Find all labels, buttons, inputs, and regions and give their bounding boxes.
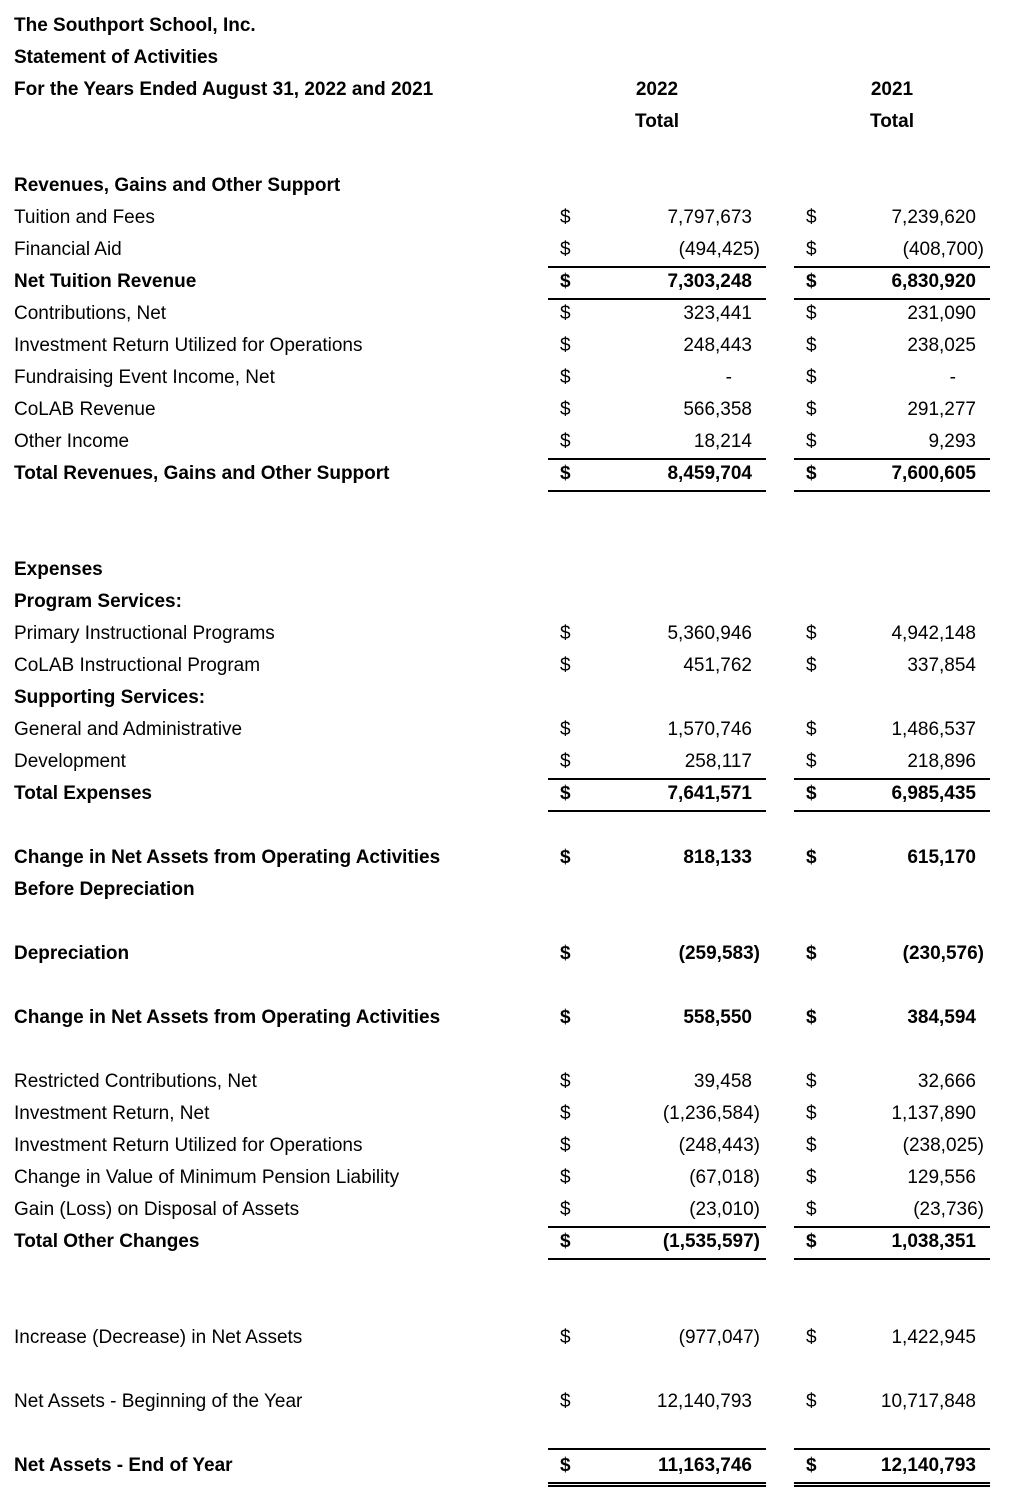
value-cell-2022 [548, 938, 766, 970]
row-label: Supporting Services: [14, 687, 206, 708]
currency-symbol: $ [560, 783, 571, 804]
value-cell-2022 [548, 1322, 766, 1354]
table-row [0, 362, 1012, 394]
value-cell-2022 [548, 714, 766, 746]
currency-symbol: $ [560, 335, 571, 356]
amount-2021: 337,854 [907, 655, 976, 676]
table-row [0, 170, 1012, 202]
currency-symbol: $ [806, 1103, 817, 1124]
table-row [0, 778, 1012, 810]
value-cell-2021 [794, 426, 990, 460]
value-cell-2022 [548, 1002, 766, 1034]
table-row [0, 746, 1012, 778]
value-cell-2022 [548, 778, 766, 812]
amount-2021: 9,293 [928, 431, 976, 452]
value-cell-2021 [794, 618, 990, 650]
currency-symbol: $ [560, 623, 571, 644]
header-line-org [0, 10, 1012, 42]
amount-2021: 218,896 [907, 751, 976, 772]
amount-2021: 7,600,605 [891, 463, 976, 484]
row-label: Depreciation [14, 943, 130, 964]
amount-2022: (23,010) [689, 1199, 760, 1220]
row-label: Total Expenses [14, 783, 152, 804]
currency-symbol: $ [806, 1167, 817, 1188]
amount-2021: (408,700) [902, 239, 984, 260]
value-cell-2021 [794, 1098, 990, 1130]
row-label: Net Assets - Beginning of the Year [14, 1391, 303, 1412]
currency-symbol: $ [806, 399, 817, 420]
amount-2021: 129,556 [907, 1167, 976, 1188]
value-cell-2021 [794, 458, 990, 492]
row-label: Primary Instructional Programs [14, 623, 275, 644]
currency-symbol: $ [560, 1103, 571, 1124]
amount-2022: 39,458 [693, 1071, 752, 1092]
statement-title: Statement of Activities [14, 47, 219, 68]
table-row [0, 1162, 1012, 1194]
currency-symbol: $ [806, 207, 817, 228]
amount-2022: 7,303,248 [667, 271, 752, 292]
amount-2021: 384,594 [907, 1007, 976, 1028]
value-cell-2022 [548, 1386, 766, 1418]
amount-2021: 10,717,848 [880, 1391, 976, 1412]
amount-2022: 323,441 [683, 303, 752, 324]
amount-2021: 7,239,620 [891, 207, 976, 228]
value-cell-2021 [794, 234, 990, 268]
currency-symbol: $ [560, 1231, 571, 1252]
value-cell-2022 [548, 650, 766, 682]
currency-symbol: $ [806, 1455, 817, 1476]
value-cell-2022 [548, 330, 766, 362]
table-row [0, 298, 1012, 330]
table-row [0, 842, 1012, 874]
currency-symbol: $ [560, 1391, 571, 1412]
amount-2022: (67,018) [689, 1167, 760, 1188]
value-cell-2021 [794, 1386, 990, 1418]
value-cell-2021 [794, 1066, 990, 1098]
value-cell-2021 [794, 1448, 990, 1487]
table-row [0, 234, 1012, 266]
amount-2022: 566,358 [683, 399, 752, 420]
row-label: Development [14, 751, 126, 772]
currency-symbol: $ [560, 463, 571, 484]
amount-2021: (23,736) [913, 1199, 984, 1220]
amount-2022: (977,047) [678, 1327, 760, 1348]
table-row [0, 1386, 1012, 1418]
currency-symbol: $ [560, 1199, 571, 1220]
value-cell-2022 [548, 426, 766, 460]
value-cell-2021 [794, 778, 990, 812]
currency-symbol: $ [806, 1231, 817, 1252]
amount-2021: 32,666 [917, 1071, 976, 1092]
currency-symbol: $ [560, 271, 571, 292]
row-label: Contributions, Net [14, 303, 167, 324]
value-cell-2022 [548, 618, 766, 650]
amount-2021: 1,486,537 [891, 719, 976, 740]
amount-2022: (248,443) [678, 1135, 760, 1156]
currency-symbol: $ [806, 943, 817, 964]
amount-2021: (230,576) [902, 943, 984, 964]
currency-symbol: $ [806, 1327, 817, 1348]
currency-symbol: $ [806, 335, 817, 356]
amount-2021: (238,025) [902, 1135, 984, 1156]
value-cell-2021 [794, 394, 990, 426]
row-label: Net Assets - End of Year [14, 1455, 233, 1476]
header-line-statement [0, 42, 1012, 74]
table-row [0, 330, 1012, 362]
currency-symbol: $ [560, 1007, 571, 1028]
amount-2021: 1,038,351 [891, 1231, 976, 1252]
amount-2022: 5,360,946 [667, 623, 752, 644]
col-2021-sub: Total [870, 111, 914, 132]
currency-symbol: $ [806, 1071, 817, 1092]
currency-symbol: $ [560, 1135, 571, 1156]
table-row [0, 1194, 1012, 1226]
amount-2022: 12,140,793 [656, 1391, 752, 1412]
amount-2022: 258,117 [684, 751, 752, 772]
row-label: Gain (Loss) on Disposal of Assets [14, 1199, 300, 1220]
value-cell-2021 [794, 1194, 990, 1228]
table-row [0, 1066, 1012, 1098]
currency-symbol: $ [806, 1135, 817, 1156]
value-cell-2022 [548, 394, 766, 426]
value-cell-2021 [794, 266, 990, 300]
amount-2021: 4,942,148 [891, 623, 976, 644]
currency-symbol: $ [560, 1327, 571, 1348]
table-row [0, 458, 1012, 490]
currency-symbol: $ [560, 207, 571, 228]
row-label: Program Services: [14, 591, 182, 612]
currency-symbol: $ [560, 399, 571, 420]
table-row [0, 1130, 1012, 1162]
value-cell-2022 [548, 1098, 766, 1130]
value-cell-2021 [794, 1162, 990, 1194]
value-cell-2022 [548, 1226, 766, 1260]
amount-2021: 291,277 [907, 399, 976, 420]
currency-symbol: $ [806, 271, 817, 292]
amount-2022: (259,583) [678, 943, 760, 964]
period-label: For the Years Ended August 31, 2022 and 2021 [14, 79, 434, 100]
row-label: Revenues, Gains and Other Support [14, 175, 341, 196]
table-row [0, 1002, 1012, 1034]
row-label: Increase (Decrease) in Net Assets [14, 1327, 303, 1348]
amount-2022: 8,459,704 [667, 463, 752, 484]
row-label: Financial Aid [14, 239, 122, 260]
amount-2021: 615,170 [907, 847, 976, 868]
currency-symbol: $ [560, 239, 571, 260]
value-cell-2022 [548, 458, 766, 492]
value-cell-2022 [548, 202, 766, 234]
value-cell-2022 [548, 1130, 766, 1162]
row-label: Before Depreciation [14, 879, 195, 900]
currency-symbol: $ [560, 367, 571, 388]
currency-symbol: $ [560, 943, 571, 964]
currency-symbol: $ [806, 463, 817, 484]
amount-2021: 6,830,920 [891, 271, 976, 292]
table-row [0, 426, 1012, 458]
currency-symbol: $ [560, 847, 571, 868]
amount-2022: 7,641,571 [667, 783, 752, 804]
row-label: Change in Net Assets from Operating Activities [14, 847, 441, 868]
value-cell-2021 [794, 1226, 990, 1260]
amount-2021: 6,985,435 [891, 783, 976, 804]
value-cell-2022 [548, 234, 766, 268]
value-cell-2022 [548, 298, 766, 330]
value-cell-2021 [794, 1130, 990, 1162]
table-row [0, 938, 1012, 970]
value-cell-2021 [794, 202, 990, 234]
value-cell-2021 [794, 1322, 990, 1354]
value-cell-2021 [794, 330, 990, 362]
amount-2022: 11,163,746 [657, 1455, 752, 1476]
table-row [0, 618, 1012, 650]
amount-2021: 231,090 [907, 303, 976, 324]
amount-2022: 818,133 [683, 847, 752, 868]
row-label: Tuition and Fees [14, 207, 155, 228]
currency-symbol: $ [806, 303, 817, 324]
org-name: The Southport School, Inc. [14, 15, 256, 36]
value-cell-2022 [548, 266, 766, 300]
amount-2021: 1,422,945 [891, 1327, 976, 1348]
currency-symbol: $ [560, 303, 571, 324]
currency-symbol: $ [806, 431, 817, 452]
row-label: CoLAB Instructional Program [14, 655, 261, 676]
currency-symbol: $ [560, 719, 571, 740]
table-row [0, 650, 1012, 682]
table-row [0, 394, 1012, 426]
amount-2022: - [725, 367, 732, 388]
amount-2022: 451,762 [683, 655, 752, 676]
value-cell-2021 [794, 298, 990, 330]
value-cell-2021 [794, 746, 990, 780]
row-label: Investment Return Utilized for Operations [14, 335, 363, 356]
row-label: Change in Net Assets from Operating Activities [14, 1007, 441, 1028]
table-row [0, 202, 1012, 234]
value-cell-2022 [548, 362, 766, 394]
currency-symbol: $ [806, 1391, 817, 1412]
row-label: Total Revenues, Gains and Other Support [14, 463, 390, 484]
value-cell-2021 [794, 714, 990, 746]
table-row [0, 554, 1012, 586]
amount-2022: 18,214 [693, 431, 752, 452]
table-row [0, 1450, 1012, 1482]
currency-symbol: $ [560, 1455, 571, 1476]
value-cell-2021 [794, 362, 990, 394]
table-row [0, 1226, 1012, 1258]
row-label: Change in Value of Minimum Pension Liability [14, 1167, 400, 1188]
currency-symbol: $ [806, 239, 817, 260]
row-label: Total Other Changes [14, 1231, 200, 1252]
value-cell-2021 [794, 1002, 990, 1034]
currency-symbol: $ [806, 623, 817, 644]
row-label: Restricted Contributions, Net [14, 1071, 257, 1092]
row-label: Net Tuition Revenue [14, 271, 197, 292]
value-cell-2022 [548, 1162, 766, 1194]
value-cell-2021 [794, 938, 990, 970]
currency-symbol: $ [806, 719, 817, 740]
table-row [0, 682, 1012, 714]
value-cell-2022 [548, 746, 766, 780]
table-row [0, 1322, 1012, 1354]
col-2021-year: 2021 [870, 79, 914, 100]
table-row [0, 266, 1012, 298]
currency-symbol: $ [806, 847, 817, 868]
amount-2022: 248,443 [683, 335, 752, 356]
header-line-sub [0, 106, 1012, 138]
amount-2021: 12,140,793 [880, 1455, 976, 1476]
header-line-period [0, 74, 1012, 106]
currency-symbol: $ [560, 655, 571, 676]
currency-symbol: $ [560, 1167, 571, 1188]
currency-symbol: $ [806, 655, 817, 676]
row-label: Investment Return, Net [14, 1103, 210, 1124]
currency-symbol: $ [560, 751, 571, 772]
value-cell-2022 [548, 1194, 766, 1228]
row-label: Fundraising Event Income, Net [14, 367, 275, 388]
amount-2021: 238,025 [907, 335, 976, 356]
table-row [0, 1098, 1012, 1130]
currency-symbol: $ [806, 783, 817, 804]
currency-symbol: $ [806, 1007, 817, 1028]
currency-symbol: $ [806, 1199, 817, 1220]
table-row [0, 714, 1012, 746]
value-cell-2021 [794, 650, 990, 682]
value-cell-2022 [548, 1448, 766, 1487]
row-label: CoLAB Revenue [14, 399, 156, 420]
amount-2022: 558,550 [683, 1007, 752, 1028]
value-cell-2022 [548, 842, 766, 874]
col-2022-year: 2022 [635, 79, 679, 100]
amount-2021: 1,137,890 [891, 1103, 976, 1124]
col-2022-sub: Total [635, 111, 679, 132]
value-cell-2021 [794, 842, 990, 874]
currency-symbol: $ [806, 751, 817, 772]
row-label: Investment Return Utilized for Operations [14, 1135, 363, 1156]
row-label: General and Administrative [14, 719, 243, 740]
amount-2022: (1,535,597) [662, 1231, 760, 1252]
currency-symbol: $ [560, 431, 571, 452]
amount-2022: 1,570,746 [667, 719, 752, 740]
row-label: Expenses [14, 559, 103, 580]
currency-symbol: $ [560, 1071, 571, 1092]
value-cell-2022 [548, 1066, 766, 1098]
amount-2021: - [949, 367, 956, 388]
currency-symbol: $ [806, 367, 817, 388]
amount-2022: (494,425) [678, 239, 760, 260]
amount-2022: 7,797,673 [667, 207, 752, 228]
table-row [0, 874, 1012, 906]
row-label: Other Income [14, 431, 130, 452]
amount-2022: (1,236,584) [662, 1103, 760, 1124]
table-row [0, 586, 1012, 618]
